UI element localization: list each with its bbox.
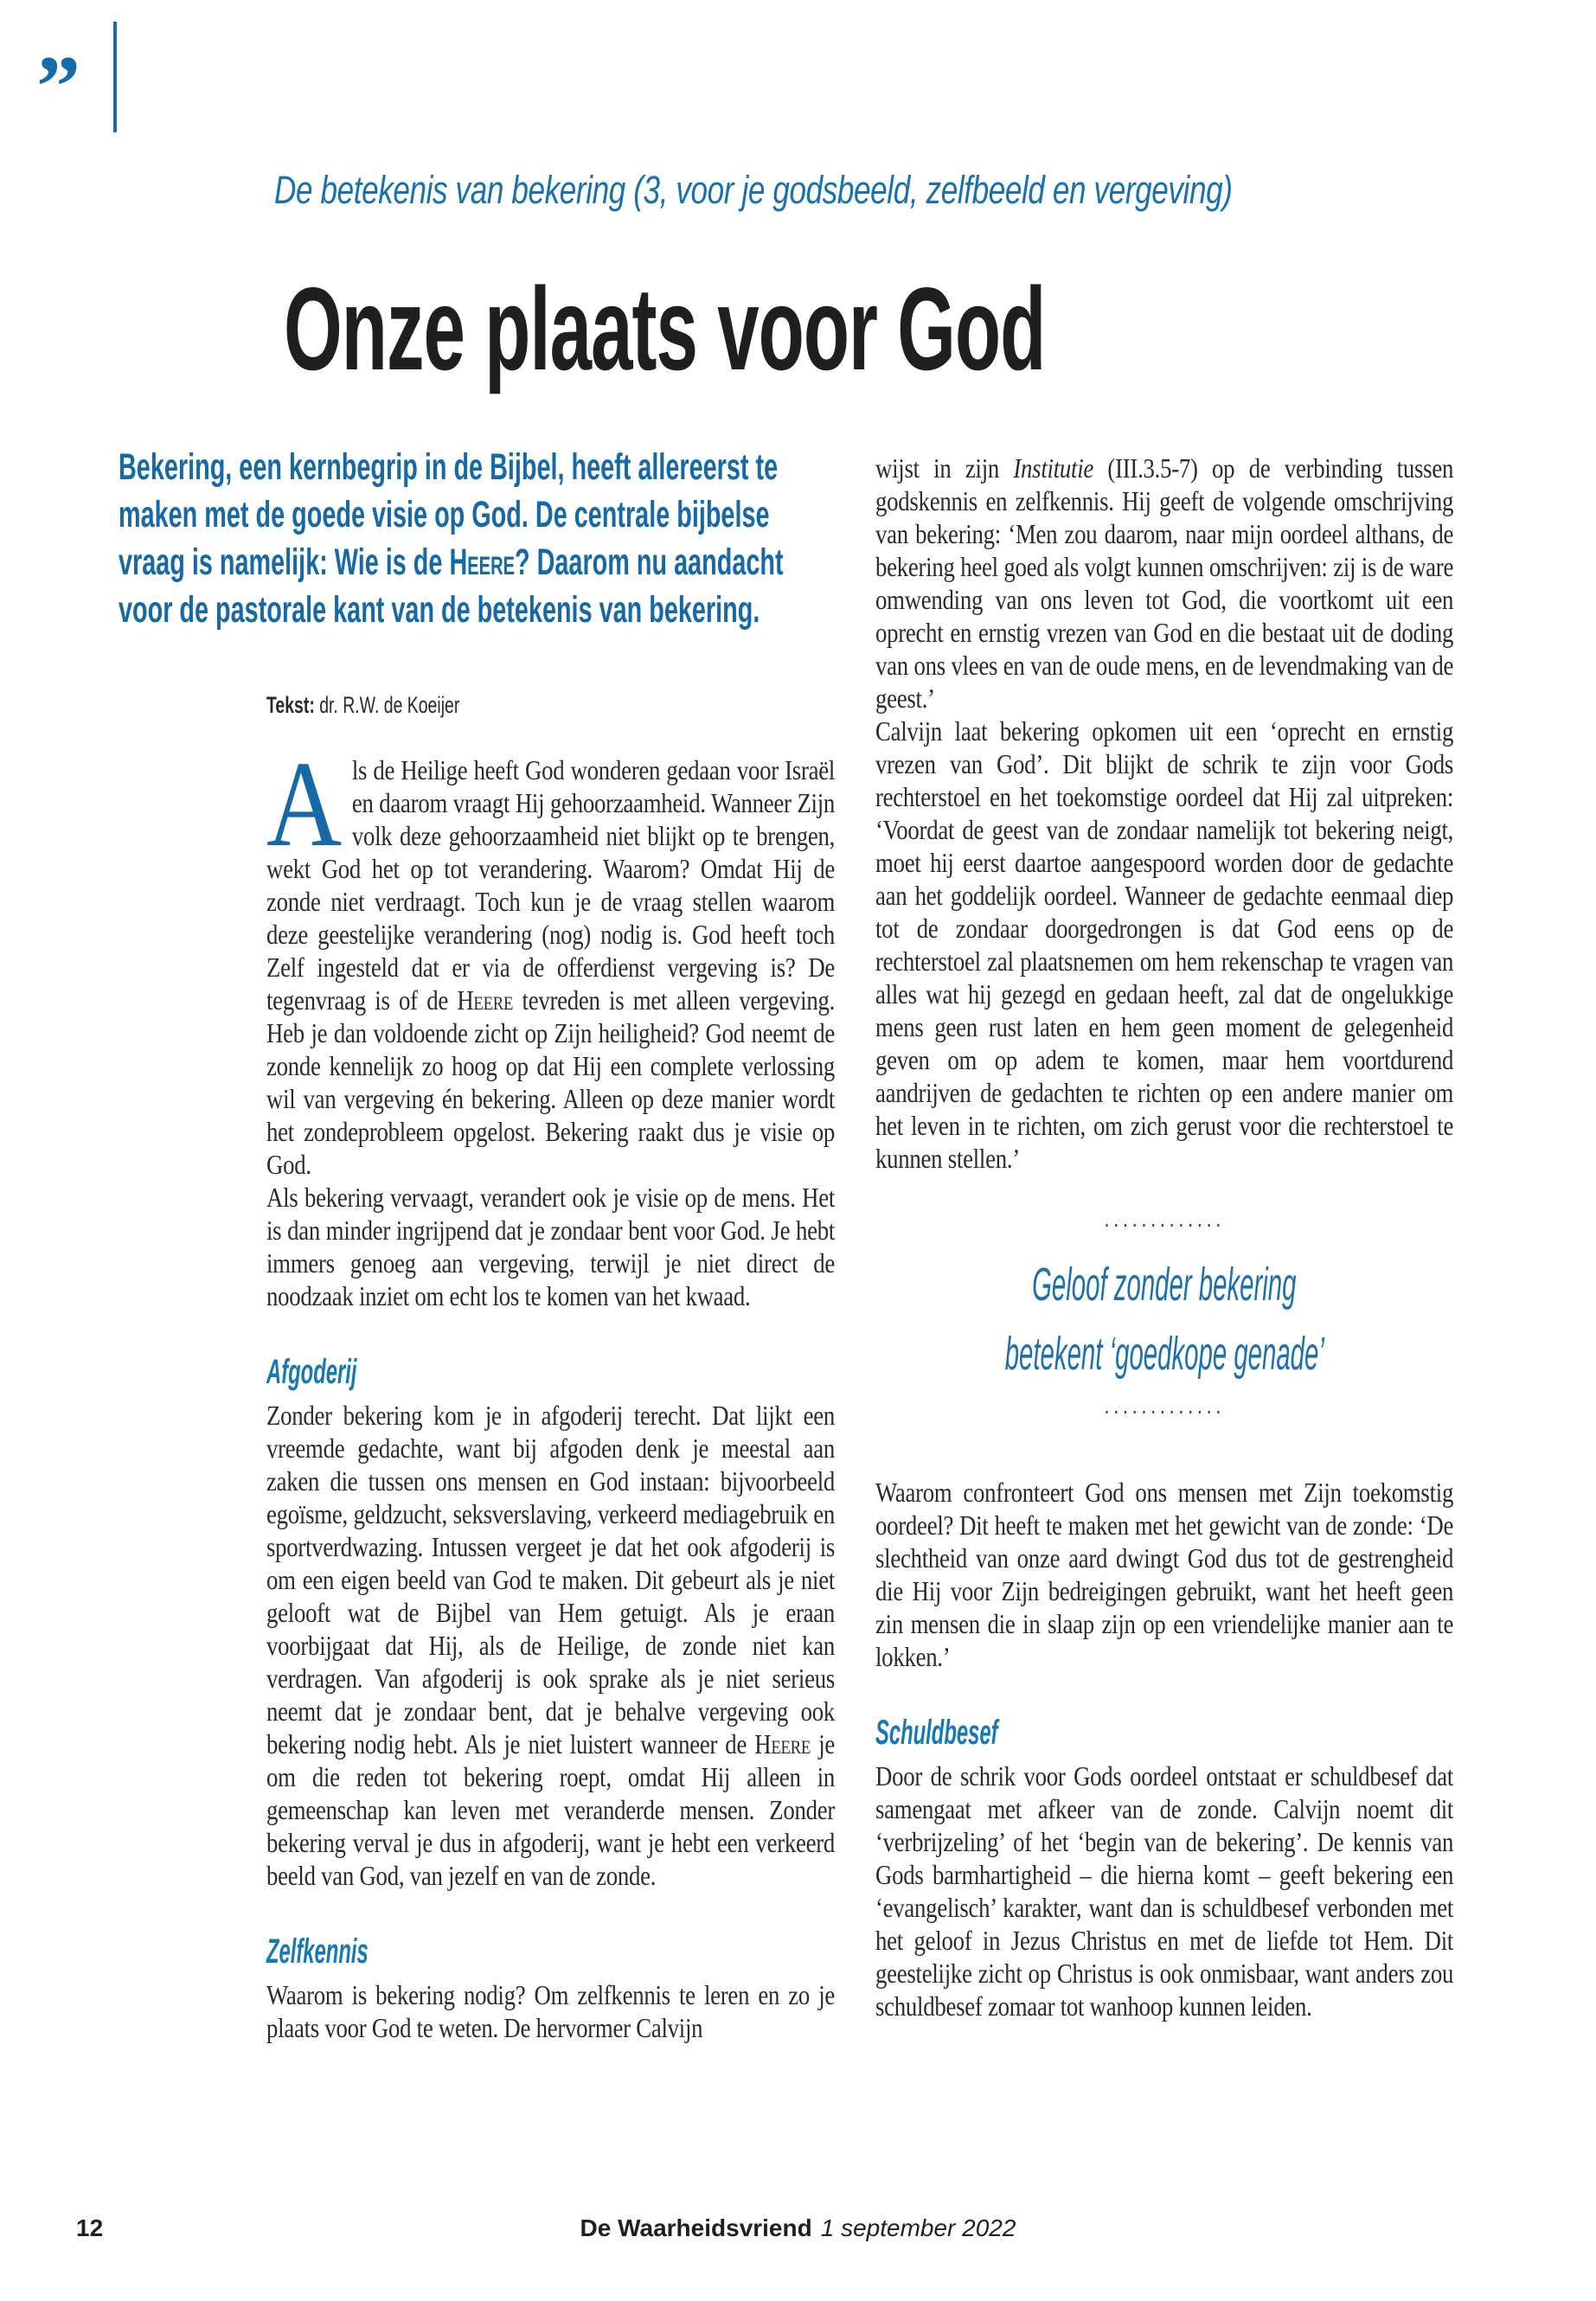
pull-quote-line: Geloof zonder bekering (1032, 1259, 1297, 1311)
pull-quote (875, 1215, 1453, 1423)
page-number: 12 (76, 2214, 104, 2241)
section-heading-schuldbesef: Schuldbesef (875, 1714, 998, 1752)
footer (580, 2214, 1016, 2242)
top-rule-divider (113, 22, 117, 132)
kicker-text: De betekenis van bekering (3, voor je godsbeeld, zelfbeeld en vergeving) (274, 168, 1233, 212)
paragraph: Zonder bekering kom je in afgoderij terecht. Dat lijkt een vreemde gedachte, want bij afgoden denk je meestal aan zaken die tussen ons mensen en God instaan: bijvoorbeeld egoïsme, geldzucht, seksverslaving, verkeerd mediagebruik en sportverdwazing. Intussen vergeet je dat het ook afgoderij is om een eigen beeld van God te maken. Dit gebeurt als je niet gelooft wat de Bijbel van Hem getuigt. Als je eraan voorbijgaat dat Hij, als de Heilige, de zonde niet kan verdragen. Van afgoderij is ook sprake als je niet serieus neemt dat je zondaar bent, dat je behalve vergeving ook bekering nodig hebt. Als je niet luistert wanneer de Heere je om die reden tot bekering roept, omdat Hij alleen in gemeenschap kan leven met veranderde mensen. Zonder bekering verval je dus in afgoderij, want je hebt een verkeerd beeld van God, van jezelf en van de zonde. (266, 1400, 836, 1891)
page-title-text: Onze plaats voor God (284, 263, 1046, 394)
paragraph: Als bekering vervaagt, verandert ook je visie op de mens. Het is dan minder ingrijpend dat je zondaar bent voor God. Je hebt immers genoeg aan vergeving, terwijl je niet direct de noodzaak inziet om echt los te komen van het kwaad. (266, 1183, 836, 1311)
paragraph-text: ls de Heilige heeft God wonderen gedaan voor Israël en daarom vraagt Hij gehoorzaamheid. Wanneer Zijn volk deze gehoorzaamheid niet blijkt op te brengen, wekt God het op tot verandering. Waarom? Omdat Hij de zonde niet verdraagt. Toch kun je de vraag stellen waarom deze geestelijke verandering (nog) nodig is. God heeft toch Zelf ingesteld dat er via de offerdienst vergeving is? De tegenvraag is of de Heere tevreden is met alleen vergeving. Heb je dan voldoende zicht op Zijn heiligheid? God neemt de zonde kennelijk zo hoog op dat Hij een complete verlossing wil van vergeving én bekering. Alleen op deze manier wordt het zondeprobleem opgelost. Bekering raakt dus je visie op God. (266, 755, 836, 1180)
quote-mark-icon: ” (36, 38, 80, 136)
paragraph: Waarom confronteert God ons mensen met Zijn toekomstig oordeel? Dit heeft te maken met het gewicht van de zonde: ‘De slechtheid van onze aard dwingt God dus tot de gestrengheid die Hij voor Zijn bedreigingen gebruikt, want het heeft geen zin mensen die in slaap zijn op een vriendelijke manier aan te lokken.’ (875, 1477, 1454, 1672)
intro-line: voor de pastorale kant van de betekenis van bekering. (119, 589, 760, 631)
pull-quote-line: betekent ‘goedkope genade’ (1004, 1328, 1324, 1380)
paragraph: Door de schrik voor Gods oordeel ontstaat er schuldbesef dat samengaat met afkeer van de zonde. Calvijn noemt dit ‘verbrijzeling’ of het ‘begin van de bekering’. De kennis van Gods barmhartigheid – die hierna komt – geeft bekering een ‘evangelisch’ karakter, want dan is schuldbesef verbonden met het geloof in Jezus Christus en met de liefde tot Hem. Dit geestelijke zicht op Christus is ook onmisbaar, want anders zou schuldbesef zomaar tot wanhoop kunnen leiden. (875, 1761, 1454, 2022)
intro-line: vraag is namelijk: Wie is de Heere? Daarom nu aandacht (119, 542, 784, 583)
intro-line: Bekering, een kernbegrip in de Bijbel, heeft allereerst te (119, 446, 779, 488)
byline-label: Tekst: (266, 692, 315, 718)
paragraph: Waarom is bekering nodig? Om zelfkennis te leren en zo je plaats voor God te weten. De hervormer Calvijn (266, 1980, 836, 2043)
byline-name: dr. R.W. de Koeijer (314, 692, 460, 718)
footer-magazine-name: De Waarheidsvriend (580, 2214, 812, 2241)
page-title (284, 263, 1474, 394)
section-heading-afgoderij: Afgoderij (266, 1353, 357, 1391)
right-column (875, 452, 1555, 2023)
dotted-divider: ············· (1104, 1214, 1225, 1238)
left-column (266, 735, 935, 2045)
byline (266, 692, 535, 719)
paragraph: wijst in zijn Institutie (III.3.5-7) op de verbinding tussen godskennis en zelfkennis. Hij geeft de volgende omschrijving van bekering: ‘Men zou daarom, naar mijn oordeel althans, de bekering heel goed als volgt kunnen omschrijven: zij is de ware omwending van ons leven tot God, die voortkomt uit een oprecht en ernstig vrezen van God en die bestaat uit de doding van ons vlees en van de oude mens, en de levendmaking van de geest.’ (875, 453, 1454, 714)
section-heading-zelfkennis: Zelfkennis (266, 1932, 369, 1971)
footer-date: 1 september 2022 (820, 2214, 1016, 2241)
dotted-divider: ············· (1104, 1400, 1225, 1425)
kicker (274, 168, 1503, 213)
intro-line: maken met de goede visie op God. De centrale bijbelse (119, 494, 770, 535)
dropcap: A (266, 735, 342, 872)
paragraph (266, 735, 836, 1182)
paragraph: Calvijn laat bekering opkomen uit een ‘oprecht en ernstig vrezen van God’. Dit blijkt de schrik te zijn voor Gods rechterstoel en het toekomstige oordeel dat Hij zal uitpreken: ‘Voordat de geest van de zondaar namelijk tot bekering neigt, moet hij eerst daartoe aangespoord worden door de gedachte aan het goddelijk oordeel. Wanneer de gedachte eenmaal diep tot de zondaar doorgedrongen is dat God eens op de rechterstoel zal plaatsnemen om hem rekenschap te vragen van alles wat hij gezegd en gedaan heeft, zal dat de ongelukkige mens geen rust laten en hem geen moment de gelegenheid geven om op adem te komen, maar hem voortdurend aandrijven de gedachten te richten op een andere manier om het leven in te richten, om zich gerust voor die rechterstoel te kunnen stellen.’ (875, 716, 1454, 1174)
